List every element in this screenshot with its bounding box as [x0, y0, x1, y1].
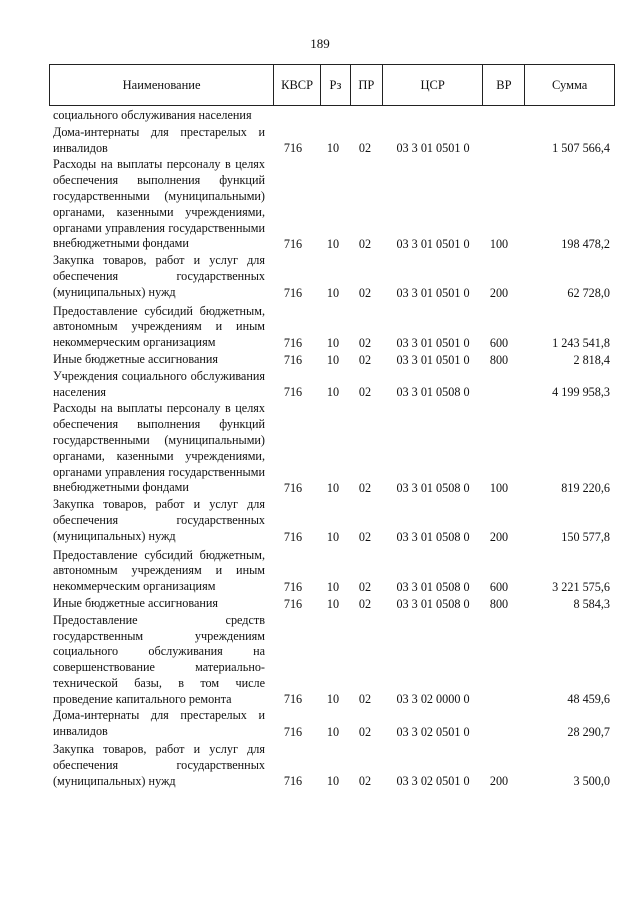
row-kvsr: 716: [283, 141, 303, 156]
row-rz: 10: [326, 352, 340, 367]
row-vr: 100: [489, 481, 509, 496]
row-rz: 10: [326, 237, 340, 252]
row-pr: 02: [358, 725, 372, 740]
row-rz: 10: [326, 285, 340, 300]
row-kvsr: 716: [283, 725, 303, 740]
row-rz: 10: [326, 385, 340, 400]
row-kvsr: 716: [283, 385, 303, 400]
header-name: Наименование: [122, 77, 201, 92]
row-pr: 02: [358, 141, 372, 156]
row-csr: 03 3 01 0508 0: [396, 385, 470, 400]
header-pr: ПР: [350, 65, 382, 105]
table-row: [53, 369, 613, 401]
row-kvsr: 716: [283, 579, 303, 594]
row-name: Дома-интернаты для престарелых и инвалидов: [53, 124, 265, 155]
row-vr: 200: [489, 285, 509, 300]
header-kvsr: КВСР: [273, 65, 320, 105]
row-name: Предоставление субсидий бюджетным, автономным учреждениям и иным некоммерческим организациям: [53, 303, 265, 350]
row-name: Предоставление средств государственным учреждениям социального обслуживания на совершенствование материально-технической базы, в том числе проведение капитального ремонта: [53, 612, 265, 706]
row-sum: 1 243 541,8: [552, 335, 610, 350]
row-kvsr: 716: [283, 352, 303, 367]
row-name: Закупка товаров, работ и услуг для обеспечения государственных (муниципальных) нужд: [53, 742, 265, 788]
table-body: [53, 108, 613, 789]
row-sum: 2 818,4: [573, 352, 610, 367]
table-row: [53, 125, 613, 157]
row-kvsr: 716: [283, 481, 303, 496]
header-csr: ЦСР: [382, 65, 483, 105]
row-name: Расходы на выплаты персоналу в целях обеспечения выполнения функций государственными (муниципальными) органами, казенными учреждениями, органами управления государственными внебюджетными фондами: [53, 401, 265, 495]
row-name: Закупка товаров, работ и услуг для обеспечения государственных (муниципальных) нужд: [53, 497, 265, 543]
table-row: [53, 708, 613, 740]
row-rz: 10: [326, 579, 340, 594]
row-rz: 10: [326, 774, 340, 789]
row-vr: 100: [489, 237, 509, 252]
row-kvsr: 716: [283, 285, 303, 300]
row-pr: 02: [358, 385, 372, 400]
row-rz: 10: [326, 529, 340, 544]
row-csr: 03 3 02 0501 0: [396, 774, 470, 789]
row-kvsr: 716: [283, 596, 303, 611]
table-header: [49, 64, 615, 106]
row-sum: 198 478,2: [561, 237, 610, 252]
row-pr: 02: [358, 335, 372, 350]
row-kvsr: 716: [283, 335, 303, 350]
row-rz: 10: [326, 335, 340, 350]
row-sum: 48 459,6: [567, 692, 610, 707]
row-name: Иные бюджетные ассигнования: [53, 351, 219, 366]
row-sum: 62 728,0: [567, 285, 610, 300]
header-sum: Сумма: [524, 65, 614, 105]
table-row: [53, 548, 613, 595]
row-csr: 03 3 01 0501 0: [396, 141, 470, 156]
page-number: 189: [310, 36, 330, 51]
row-rz: 10: [326, 481, 340, 496]
row-csr: 03 3 01 0501 0: [396, 237, 470, 252]
row-csr: 03 3 01 0508 0: [396, 529, 470, 544]
table-row: [53, 157, 613, 252]
row-sum: 150 577,8: [561, 529, 610, 544]
row-pr: 02: [358, 481, 372, 496]
row-rz: 10: [326, 692, 340, 707]
row-csr: 03 3 01 0508 0: [396, 579, 470, 594]
row-csr: 03 3 02 0501 0: [396, 725, 470, 740]
row-name: Предоставление субсидий бюджетным, автономным учреждениям и иным некоммерческим организациям: [53, 547, 265, 594]
row-vr: 800: [489, 352, 509, 367]
row-kvsr: 716: [283, 774, 303, 789]
table-row: [53, 613, 613, 708]
table-row: [53, 742, 613, 789]
row-name: Дома-интернаты для престарелых и инвалидов: [53, 708, 265, 739]
row-name: Расходы на выплаты персоналу в целях обеспечения выполнения функций государственными (муниципальными) органами, казенными учреждениями, органами управления государственными внебюджетными фондами: [53, 157, 265, 251]
row-pr: 02: [358, 237, 372, 252]
row-name: Иные бюджетные ассигнования: [53, 595, 219, 610]
row-vr: 800: [489, 596, 509, 611]
row-pr: 02: [358, 352, 372, 367]
row-vr: 600: [489, 335, 509, 350]
row-rz: 10: [326, 141, 340, 156]
row-csr: 03 3 01 0501 0: [396, 285, 470, 300]
row-sum: 8 584,3: [573, 596, 610, 611]
row-csr: 03 3 01 0508 0: [396, 481, 470, 496]
row-rz: 10: [326, 596, 340, 611]
table-row: [53, 596, 613, 612]
row-sum: 3 221 575,6: [552, 579, 610, 594]
table-row: [53, 401, 613, 496]
row-kvsr: 716: [283, 529, 303, 544]
row-csr: 03 3 02 0000 0: [396, 692, 470, 707]
row-csr: 03 3 01 0501 0: [396, 335, 470, 350]
row-sum: 819 220,6: [561, 481, 610, 496]
row-vr: 200: [489, 774, 509, 789]
row-sum: 3 500,0: [573, 774, 610, 789]
row-name: социального обслуживания населения: [53, 108, 252, 122]
row-name: Учреждения социального обслуживания населения: [53, 368, 265, 399]
row-kvsr: 716: [283, 692, 303, 707]
header-rz: Рз: [320, 65, 350, 105]
row-pr: 02: [358, 692, 372, 707]
row-pr: 02: [358, 579, 372, 594]
row-kvsr: 716: [283, 237, 303, 252]
row-name: Закупка товаров, работ и услуг для обеспечения государственных (муниципальных) нужд: [53, 253, 265, 299]
table-row: [53, 304, 613, 351]
row-sum: 28 290,7: [567, 725, 610, 740]
table-row: [53, 253, 613, 300]
table-row: [53, 108, 613, 124]
row-pr: 02: [358, 529, 372, 544]
table-row: [53, 352, 613, 368]
row-csr: 03 3 01 0501 0: [396, 352, 470, 367]
row-sum: 1 507 566,4: [552, 141, 610, 156]
table-row: [53, 497, 613, 544]
header-vr: ВР: [482, 65, 524, 105]
row-vr: 200: [489, 529, 509, 544]
row-pr: 02: [358, 596, 372, 611]
row-sum: 4 199 958,3: [552, 385, 610, 400]
row-pr: 02: [358, 285, 372, 300]
row-rz: 10: [326, 725, 340, 740]
row-vr: 600: [489, 579, 509, 594]
row-csr: 03 3 01 0508 0: [396, 596, 470, 611]
row-pr: 02: [358, 774, 372, 789]
